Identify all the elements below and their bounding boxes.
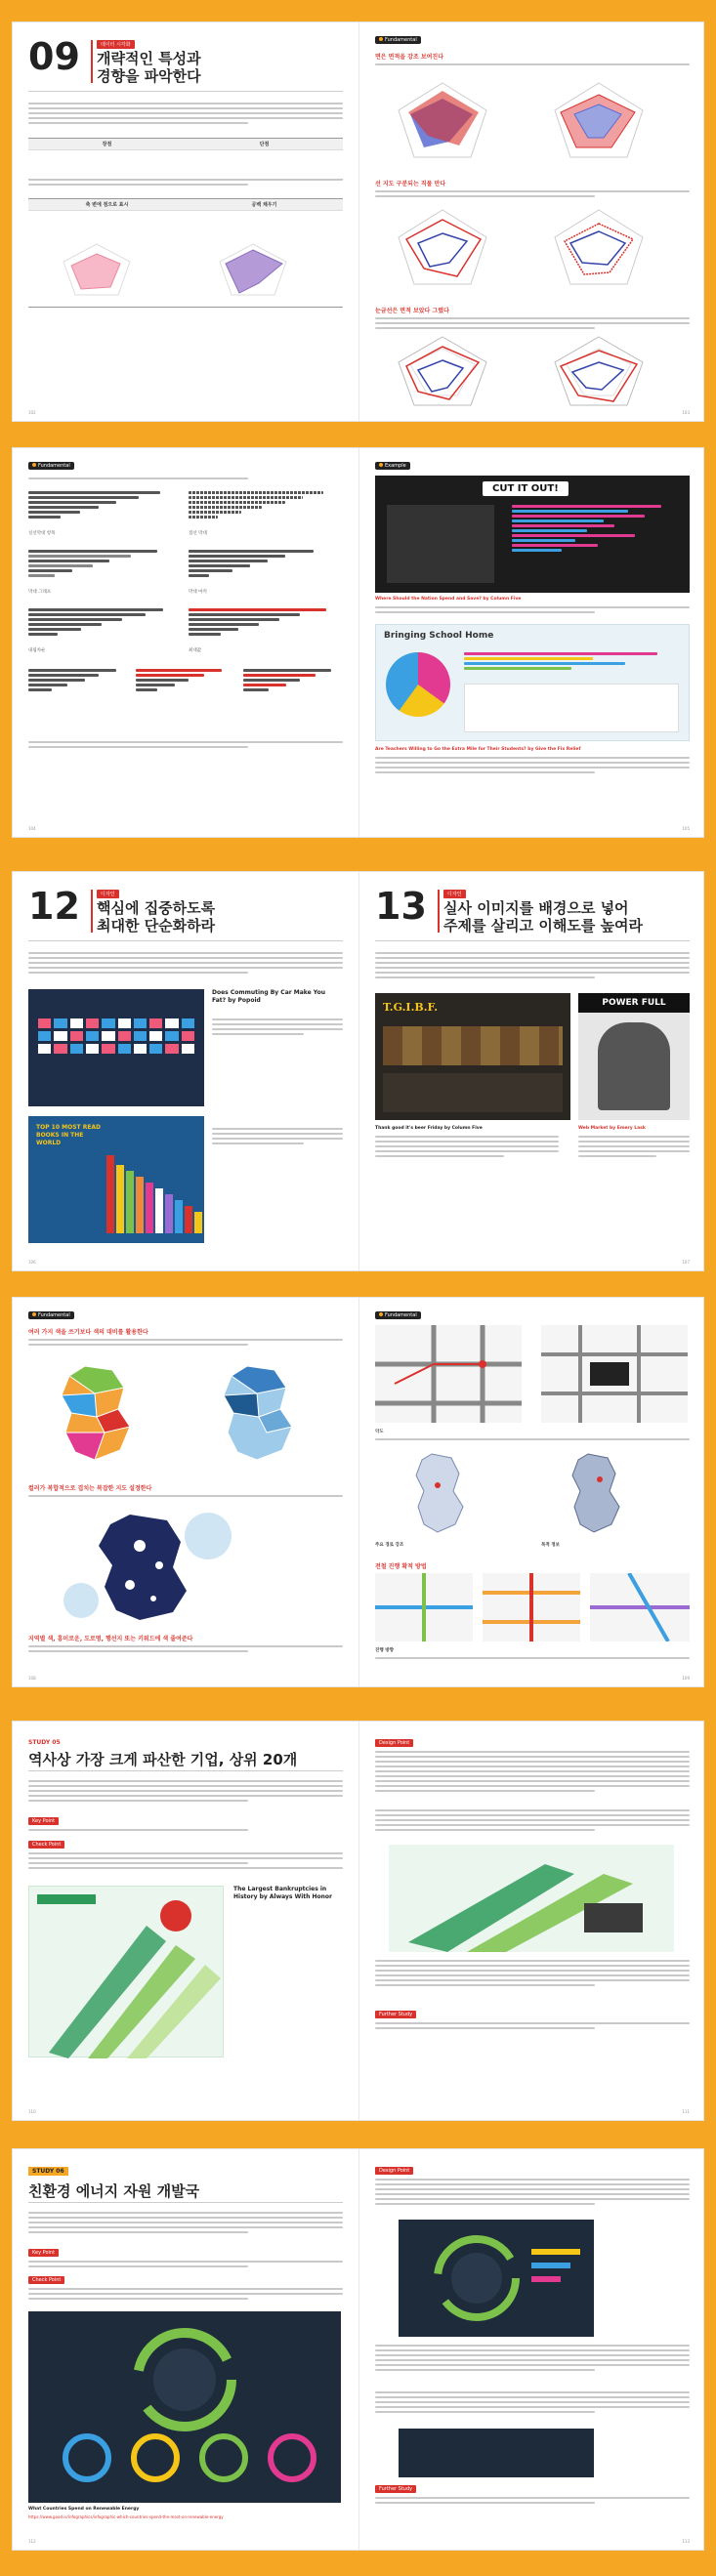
page-113: [359, 2149, 704, 2550]
design-text-3: [375, 2391, 690, 2416]
bar-chart-3: [28, 550, 175, 579]
chapter-tag: 디자인: [97, 890, 119, 898]
bar-chart-5: [28, 608, 175, 638]
infographic-caption: The Largest Bankruptcies in History by Always With Honor: [233, 1886, 332, 1900]
spread-2: [12, 447, 704, 838]
text: [28, 478, 343, 482]
legend-bars: [464, 652, 679, 672]
chapter-title: 개략적인 특성과 경향을 파악한다: [97, 50, 201, 85]
caption-6: 최대값: [189, 648, 202, 653]
design-detail-image: [389, 1845, 674, 1952]
design-text-2: [375, 1809, 690, 1834]
bankruptcy-chart: [29, 1887, 225, 2058]
page-number: 106: [28, 1260, 36, 1265]
top10-books: [28, 1116, 204, 1243]
tgif-infographic: [375, 993, 570, 1120]
subheading-2: 컬러가 복합적으로 겹치는 복잡한 지도 설정한다: [28, 1485, 152, 1492]
caption-b-text: [375, 757, 690, 776]
commute-infographic: [28, 989, 204, 1106]
study-tag: STUDY 06: [28, 2167, 68, 2176]
bringing-school-home: [375, 624, 690, 741]
subheading-3: 지역별 색, 흥미로운, 도로명, 행선지 또는 키워드에 색 줄여준다: [28, 1636, 193, 1642]
page-number: 113: [682, 2539, 690, 2544]
text-1: [375, 63, 690, 68]
page-number: 102: [28, 410, 36, 415]
text-2: [375, 190, 690, 200]
page-111: [359, 1722, 704, 2120]
bar-chart-6: [189, 608, 335, 638]
street-map-1: [375, 1325, 522, 1423]
page-number: 107: [682, 1260, 690, 1265]
title-bar: [91, 40, 93, 83]
page-number: 109: [682, 1676, 690, 1681]
infographic-caption: What Countries Spend on Renewable Energy: [28, 2507, 140, 2512]
radar-chart-pink: [58, 240, 136, 301]
section-label: Fundamental: [375, 36, 421, 44]
donut-chart: [386, 652, 450, 717]
book-spines: [106, 1155, 202, 1233]
subheading-2: 전철 진행 확적 방법: [375, 1563, 427, 1570]
beer-band: [383, 1026, 563, 1065]
icon-grid: [38, 1018, 194, 1054]
check-list: [28, 1852, 343, 1872]
chapter-number: 12: [28, 885, 80, 928]
caption-a: Thank good it's beer Friday by Column Five: [375, 1126, 483, 1131]
page-number: 103: [682, 410, 690, 415]
caption-a-text: [375, 606, 690, 616]
power-title: POWER FULL: [578, 993, 690, 1013]
caption-b-text: [578, 1136, 690, 1160]
stats-band: [383, 1073, 563, 1112]
text-1: [28, 1339, 343, 1349]
design-point-label: Design Point: [375, 1739, 413, 1747]
design-text-2: [375, 2345, 690, 2374]
infographic-bars: [512, 505, 678, 554]
spread-1: [12, 21, 704, 422]
page-108: [13, 1298, 358, 1686]
divider: [375, 940, 690, 941]
study-tag: STUDY 05: [28, 1739, 61, 1746]
map-caption: 약도: [375, 1430, 384, 1434]
key-point-text: [28, 1829, 343, 1834]
further-study-label: Further Study: [375, 2011, 416, 2018]
caption-1: 실선막대 항목: [28, 531, 56, 536]
page-105: [359, 448, 704, 837]
radar-3a: [389, 333, 496, 411]
radar-2b: [545, 204, 653, 292]
book-title: Does Commuting By Car Make You Fat? by Popoid: [212, 989, 325, 1004]
caption-2: 점선 막대: [189, 531, 207, 536]
spread-3: [12, 871, 704, 1271]
page-109: [359, 1298, 704, 1686]
body-text: [375, 952, 690, 981]
caption-b: Web Market by Emery Lask: [578, 1126, 646, 1131]
check-point-label: Check Point: [28, 1841, 64, 1849]
page-number: 112: [28, 2539, 36, 2544]
chapter-tag: 데이터 시각화: [97, 40, 135, 49]
text-2: [28, 1495, 343, 1500]
design-detail-image: [399, 2220, 594, 2337]
page-112: [13, 2149, 358, 2550]
cut-it-out-title: CUT IT OUT!: [483, 481, 569, 496]
bankruptcy-infographic: [28, 1886, 224, 2057]
divider: [28, 91, 343, 92]
caption-b: Are Teachers Willing to Go the Extra Mile for Their Students? by Give the Fix Relief: [375, 747, 581, 752]
body-text: [28, 1780, 343, 1805]
subway-diagrams: [375, 1573, 690, 1641]
key-point-label: Key Point: [28, 2249, 59, 2257]
street-map-2: [541, 1325, 688, 1423]
caption-1: 주요 경로 강조: [375, 1543, 404, 1548]
divider: [28, 940, 343, 941]
design-text-1: [375, 2179, 690, 2208]
section-label: Example: [375, 462, 410, 470]
page-106: [13, 872, 358, 1270]
page-103: [359, 22, 704, 421]
korea-locator-1: [399, 1450, 477, 1538]
top10-title: TOP 10 MOST READ BOOKS IN THE WORLD: [36, 1124, 102, 1146]
body-text-2: [28, 179, 343, 188]
radar-3b: [545, 333, 653, 411]
chapter-title: 핵심에 집중하도록 최대한 단순화하라: [97, 899, 216, 935]
bar-chart-2: [189, 491, 335, 520]
subheading-2: 선 지도 구분되는 직물 만다: [375, 181, 446, 187]
page-104: [13, 448, 358, 837]
section-label: Fundamental: [28, 1311, 74, 1319]
energy-chart: [28, 2311, 341, 2503]
chapter-number: 09: [28, 35, 80, 78]
chapter-number: 13: [375, 885, 427, 928]
subheading-1: 여러 가지 색을 쓰기보다 색의 대비를 활용한다: [28, 1329, 148, 1336]
radar-1a: [389, 77, 496, 165]
cut-it-out-infographic: [375, 476, 690, 593]
title-bar: [438, 890, 440, 933]
design-detail-graphic: [399, 2220, 594, 2337]
page-number: 110: [28, 2109, 36, 2114]
design-detail-image-2: [399, 2429, 594, 2477]
caption-3: 진행 방향: [375, 1648, 394, 1653]
page-110: [13, 1722, 358, 2120]
power-figure: [598, 1022, 670, 1110]
page-number: 105: [682, 826, 690, 831]
body-text: [28, 2212, 343, 2236]
korea-map-dots: [52, 1507, 247, 1624]
chapter-title: 실사 이미지를 배경으로 넣어 주제를 살리고 이해도를 높여라: [443, 899, 644, 935]
korea-locator-2: [555, 1450, 633, 1538]
section-label: Fundamental: [28, 462, 74, 470]
tgif-title: T.G.I.B.F.: [383, 1001, 439, 1014]
renewable-energy-infographic: [28, 2311, 341, 2503]
subheading-1: 면은 면적을 강조 보여진다: [375, 54, 444, 61]
stats-panel: [464, 684, 679, 732]
korea-map-blue: [198, 1358, 325, 1466]
pros-cons-table: 장점 단점: [28, 138, 343, 180]
caption-3: 막대 그래프: [28, 590, 52, 595]
section-label: Fundamental: [375, 1311, 421, 1319]
key-point-text: [28, 2261, 343, 2270]
further-study-label: Further Study: [375, 2485, 416, 2493]
radar-table: 축 변에 점으로 표시 공백 채우기: [28, 198, 343, 308]
infographic-panel: [387, 505, 494, 583]
design-point-label: Design Point: [375, 2167, 413, 2175]
divider: [28, 1770, 343, 1771]
radar-2a: [389, 204, 496, 292]
further-study-list: [375, 2497, 690, 2507]
title-bar: [91, 890, 93, 933]
chapter-tag: 디자인: [443, 890, 466, 898]
subheading-3: 눈금선은 면적 보았다 그렸다: [375, 308, 449, 314]
power-full-poster: [578, 993, 690, 1120]
check-list: [28, 2288, 343, 2303]
design-text-3: [375, 1960, 690, 1989]
map-text: [375, 1438, 690, 1443]
bar-chart-1: [28, 491, 175, 520]
source-link[interactable]: https://www.good.is/infographics/infographic-which-countries-spend-the-most-on-renewable-energy: [28, 2514, 224, 2519]
text-3: [28, 1645, 343, 1655]
divider: [28, 2202, 343, 2203]
book-text: [212, 1018, 343, 1038]
caption-2: 목적 정보: [541, 1543, 560, 1548]
bar-chart-4: [189, 550, 335, 579]
study-title: 친환경 에너지 자원 개발국: [28, 2182, 200, 2200]
check-point-label: Check Point: [28, 2276, 64, 2284]
caption-5: 내림차순: [28, 648, 46, 653]
page-number: 108: [28, 1676, 36, 1681]
spread-5: [12, 1721, 704, 2121]
body-text: [28, 952, 343, 976]
spread-4: [12, 1297, 704, 1687]
text-footnotes: [28, 741, 343, 751]
page-number: 104: [28, 826, 36, 831]
design-text-1: [375, 1751, 690, 1795]
key-point-label: Key Point: [28, 1817, 59, 1825]
caption-a-text: [375, 1136, 559, 1160]
spread-6: [12, 2148, 704, 2551]
text-3: [375, 317, 690, 332]
page-102: [13, 22, 358, 421]
caption-text: [375, 1657, 690, 1662]
study-title: 역사상 가장 크게 파산한 기업, 상위 20개: [28, 1751, 298, 1768]
radar-chart-purple: [214, 240, 292, 301]
radar-1b: [545, 77, 653, 165]
page-107: [359, 872, 704, 1270]
further-study-list: [375, 2022, 690, 2032]
design-detail-graphic: [389, 1845, 674, 1952]
caption-a: Where Should the Nation Spend and Save? by Column Five: [375, 597, 522, 602]
page-number: 111: [682, 2109, 690, 2114]
caption-4: 막대 마커: [189, 590, 207, 595]
body-text: [28, 103, 343, 127]
korea-map-multicolor: [36, 1358, 163, 1466]
bringing-title: Bringing School Home: [384, 631, 494, 641]
top10-text: [212, 1128, 343, 1147]
